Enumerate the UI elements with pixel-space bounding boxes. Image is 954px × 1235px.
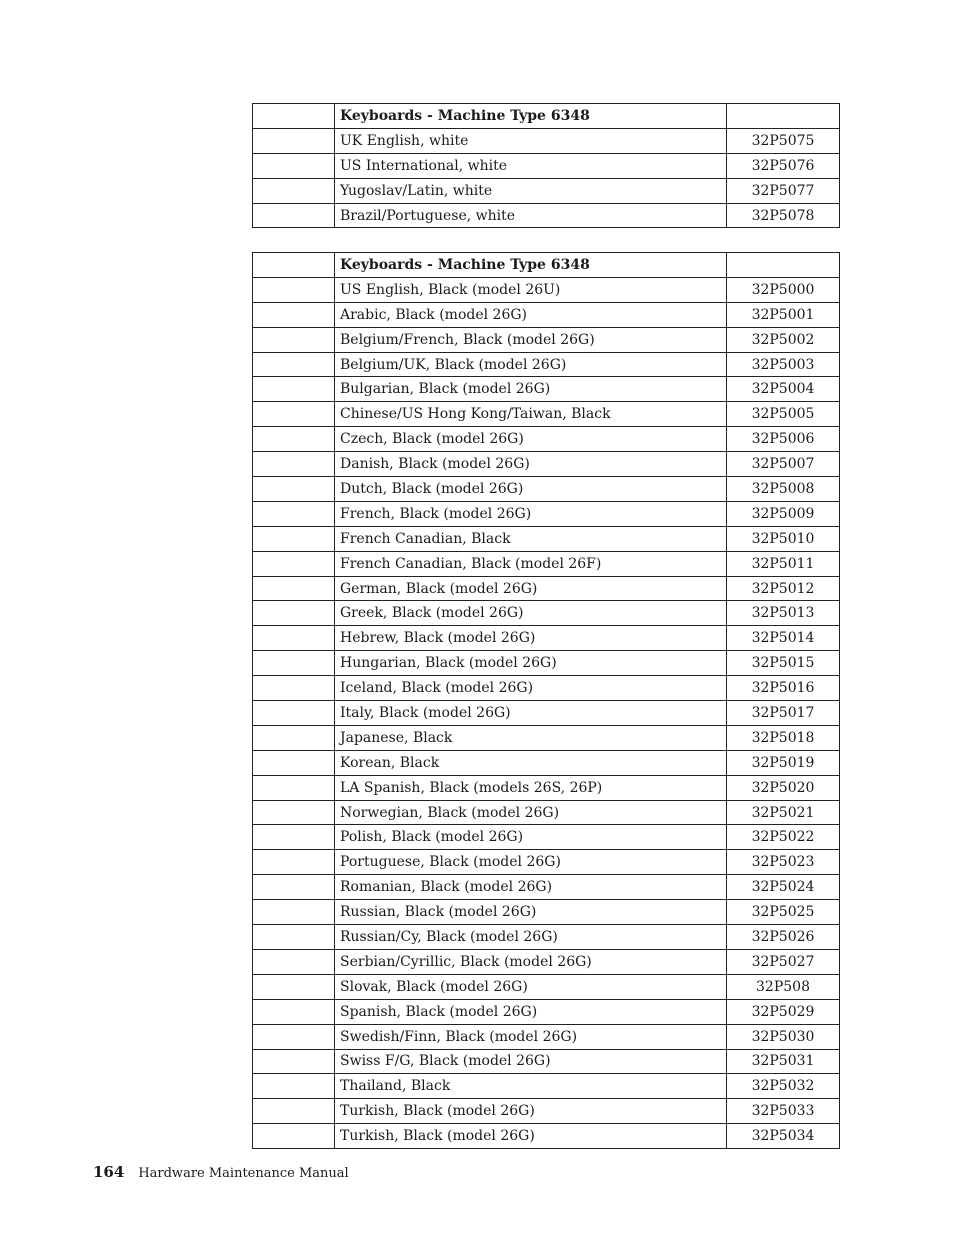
keyboard-description: UK English, white (335, 128, 727, 153)
index-cell (253, 725, 335, 750)
page-number: 164 (93, 1163, 125, 1181)
table-row (253, 402, 840, 427)
table-row (253, 501, 840, 526)
keyboard-description: Dutch, Black (model 26G) (335, 477, 727, 502)
table-row (253, 178, 840, 203)
keyboard-description: French Canadian, Black (335, 526, 727, 551)
fru-part-number: 32P5015 (727, 651, 840, 676)
fru-part-number: 32P5000 (727, 277, 840, 302)
keyboard-description: Turkish, Black (model 26G) (335, 1124, 727, 1149)
fru-part-number: 32P5020 (727, 775, 840, 800)
fru-part-number: 32P5009 (727, 501, 840, 526)
keyboard-description: Bulgarian, Black (model 26G) (335, 377, 727, 402)
index-cell (253, 526, 335, 551)
keyboard-description: Russian, Black (model 26G) (335, 900, 727, 925)
keyboard-description: Italy, Black (model 26G) (335, 701, 727, 726)
index-cell (253, 775, 335, 800)
fru-part-number: 32P5016 (727, 676, 840, 701)
table-row (253, 775, 840, 800)
fru-part-number: 32P508 (727, 974, 840, 999)
keyboard-description: Turkish, Black (model 26G) (335, 1099, 727, 1124)
page-footer (93, 1163, 349, 1181)
table-row (253, 551, 840, 576)
table-row (253, 452, 840, 477)
table-row (253, 477, 840, 502)
keyboard-description: Iceland, Black (model 26G) (335, 676, 727, 701)
index-cell (253, 999, 335, 1024)
fru-part-number: 32P5013 (727, 601, 840, 626)
index-cell (253, 501, 335, 526)
table-row (253, 725, 840, 750)
keyboard-description: Russian/Cy, Black (model 26G) (335, 925, 727, 950)
fru-part-number: 32P5019 (727, 750, 840, 775)
fru-part-number: 32P5023 (727, 850, 840, 875)
fru-part-number: 32P5030 (727, 1024, 840, 1049)
keyboard-description: Greek, Black (model 26G) (335, 601, 727, 626)
table-row (253, 850, 840, 875)
table-row (253, 626, 840, 651)
table-row (253, 701, 840, 726)
fru-part-number: 32P5078 (727, 203, 840, 228)
keyboard-description: Polish, Black (model 26G) (335, 825, 727, 850)
table-row (253, 875, 840, 900)
table-row (253, 1024, 840, 1049)
keyboard-description: Swedish/Finn, Black (model 26G) (335, 1024, 727, 1049)
table-body (253, 253, 840, 1149)
index-cell (253, 427, 335, 452)
index-cell (253, 850, 335, 875)
index-cell (253, 800, 335, 825)
index-cell (253, 128, 335, 153)
fru-part-number: 32P5017 (727, 701, 840, 726)
fru-header-cell (727, 253, 840, 278)
fru-part-number: 32P5024 (727, 875, 840, 900)
fru-part-number: 32P5001 (727, 302, 840, 327)
index-cell (253, 825, 335, 850)
fru-part-number: 32P5033 (727, 1099, 840, 1124)
table-row (253, 900, 840, 925)
index-cell (253, 1049, 335, 1074)
index-cell (253, 402, 335, 427)
table-row (253, 750, 840, 775)
keyboard-description: Arabic, Black (model 26G) (335, 302, 727, 327)
fru-part-number: 32P5006 (727, 427, 840, 452)
index-cell (253, 327, 335, 352)
fru-part-number: 32P5026 (727, 925, 840, 950)
index-cell (253, 701, 335, 726)
keyboard-description: Belgium/French, Black (model 26G) (335, 327, 727, 352)
index-cell (253, 178, 335, 203)
table-row (253, 1124, 840, 1149)
keyboard-description: French, Black (model 26G) (335, 501, 727, 526)
fru-part-number: 32P5004 (727, 377, 840, 402)
table-row (253, 1049, 840, 1074)
keyboard-description: Portuguese, Black (model 26G) (335, 850, 727, 875)
fru-part-number: 32P5007 (727, 452, 840, 477)
fru-header-cell (727, 104, 840, 129)
table-row (253, 427, 840, 452)
fru-part-number: 32P5010 (727, 526, 840, 551)
manual-title: Hardware Maintenance Manual (138, 1166, 349, 1181)
index-cell (253, 352, 335, 377)
index-cell (253, 900, 335, 925)
fru-part-number: 32P5031 (727, 1049, 840, 1074)
table-row (253, 576, 840, 601)
table-row (253, 999, 840, 1024)
index-cell (253, 949, 335, 974)
index-cell (253, 104, 335, 129)
keyboard-description: LA Spanish, Black (models 26S, 26P) (335, 775, 727, 800)
table-header-title: Keyboards - Machine Type 6348 (335, 104, 727, 129)
index-cell (253, 253, 335, 278)
keyboard-description: Yugoslav/Latin, white (335, 178, 727, 203)
keyboards-table-black (252, 252, 840, 1149)
table-row (253, 128, 840, 153)
index-cell (253, 551, 335, 576)
keyboard-description: Serbian/Cyrillic, Black (model 26G) (335, 949, 727, 974)
index-cell (253, 626, 335, 651)
keyboard-description: German, Black (model 26G) (335, 576, 727, 601)
keyboard-description: Hungarian, Black (model 26G) (335, 651, 727, 676)
keyboard-description: US International, white (335, 153, 727, 178)
table-row (253, 327, 840, 352)
index-cell (253, 277, 335, 302)
index-cell (253, 1099, 335, 1124)
fru-part-number: 32P5014 (727, 626, 840, 651)
fru-part-number: 32P5018 (727, 725, 840, 750)
fru-part-number: 32P5032 (727, 1074, 840, 1099)
index-cell (253, 875, 335, 900)
index-cell (253, 153, 335, 178)
keyboard-description: Swiss F/G, Black (model 26G) (335, 1049, 727, 1074)
index-cell (253, 576, 335, 601)
table-row (253, 526, 840, 551)
table-body (253, 104, 840, 228)
fru-part-number: 32P5034 (727, 1124, 840, 1149)
fru-part-number: 32P5077 (727, 178, 840, 203)
keyboards-table-white (252, 103, 840, 228)
keyboard-description: Brazil/Portuguese, white (335, 203, 727, 228)
keyboard-description: US English, Black (model 26U) (335, 277, 727, 302)
table-row (253, 800, 840, 825)
table-row (253, 651, 840, 676)
table-row (253, 153, 840, 178)
fru-part-number: 32P5008 (727, 477, 840, 502)
keyboard-description: Chinese/US Hong Kong/Taiwan, Black (335, 402, 727, 427)
index-cell (253, 651, 335, 676)
keyboard-description: Romanian, Black (model 26G) (335, 875, 727, 900)
table-row (253, 352, 840, 377)
keyboard-description: Belgium/UK, Black (model 26G) (335, 352, 727, 377)
fru-part-number: 32P5011 (727, 551, 840, 576)
keyboard-description: French Canadian, Black (model 26F) (335, 551, 727, 576)
table-row (253, 974, 840, 999)
keyboard-description: Japanese, Black (335, 725, 727, 750)
fru-part-number: 32P5076 (727, 153, 840, 178)
index-cell (253, 452, 335, 477)
keyboard-description: Czech, Black (model 26G) (335, 427, 727, 452)
table-header-title: Keyboards - Machine Type 6348 (335, 253, 727, 278)
index-cell (253, 601, 335, 626)
keyboard-description: Danish, Black (model 26G) (335, 452, 727, 477)
index-cell (253, 925, 335, 950)
keyboard-description: Thailand, Black (335, 1074, 727, 1099)
fru-part-number: 32P5012 (727, 576, 840, 601)
index-cell (253, 477, 335, 502)
table-row (253, 1074, 840, 1099)
fru-part-number: 32P5005 (727, 402, 840, 427)
table-row (253, 676, 840, 701)
index-cell (253, 676, 335, 701)
fru-part-number: 32P5021 (727, 800, 840, 825)
fru-part-number: 32P5075 (727, 128, 840, 153)
index-cell (253, 1024, 335, 1049)
index-cell (253, 377, 335, 402)
index-cell (253, 1074, 335, 1099)
table-row (253, 302, 840, 327)
fru-part-number: 32P5029 (727, 999, 840, 1024)
index-cell (253, 974, 335, 999)
index-cell (253, 302, 335, 327)
index-cell (253, 203, 335, 228)
table-row (253, 949, 840, 974)
table-row (253, 203, 840, 228)
table-row (253, 925, 840, 950)
table-row (253, 601, 840, 626)
table-row (253, 277, 840, 302)
table-row (253, 825, 840, 850)
table-row (253, 377, 840, 402)
index-cell (253, 750, 335, 775)
fru-part-number: 32P5027 (727, 949, 840, 974)
keyboard-description: Korean, Black (335, 750, 727, 775)
keyboard-description: Slovak, Black (model 26G) (335, 974, 727, 999)
keyboard-description: Norwegian, Black (model 26G) (335, 800, 727, 825)
table-header-row (253, 104, 840, 129)
table-header-row (253, 253, 840, 278)
table-row (253, 1099, 840, 1124)
fru-part-number: 32P5002 (727, 327, 840, 352)
keyboard-description: Spanish, Black (model 26G) (335, 999, 727, 1024)
keyboard-description: Hebrew, Black (model 26G) (335, 626, 727, 651)
index-cell (253, 1124, 335, 1149)
fru-part-number: 32P5003 (727, 352, 840, 377)
fru-part-number: 32P5025 (727, 900, 840, 925)
fru-part-number: 32P5022 (727, 825, 840, 850)
